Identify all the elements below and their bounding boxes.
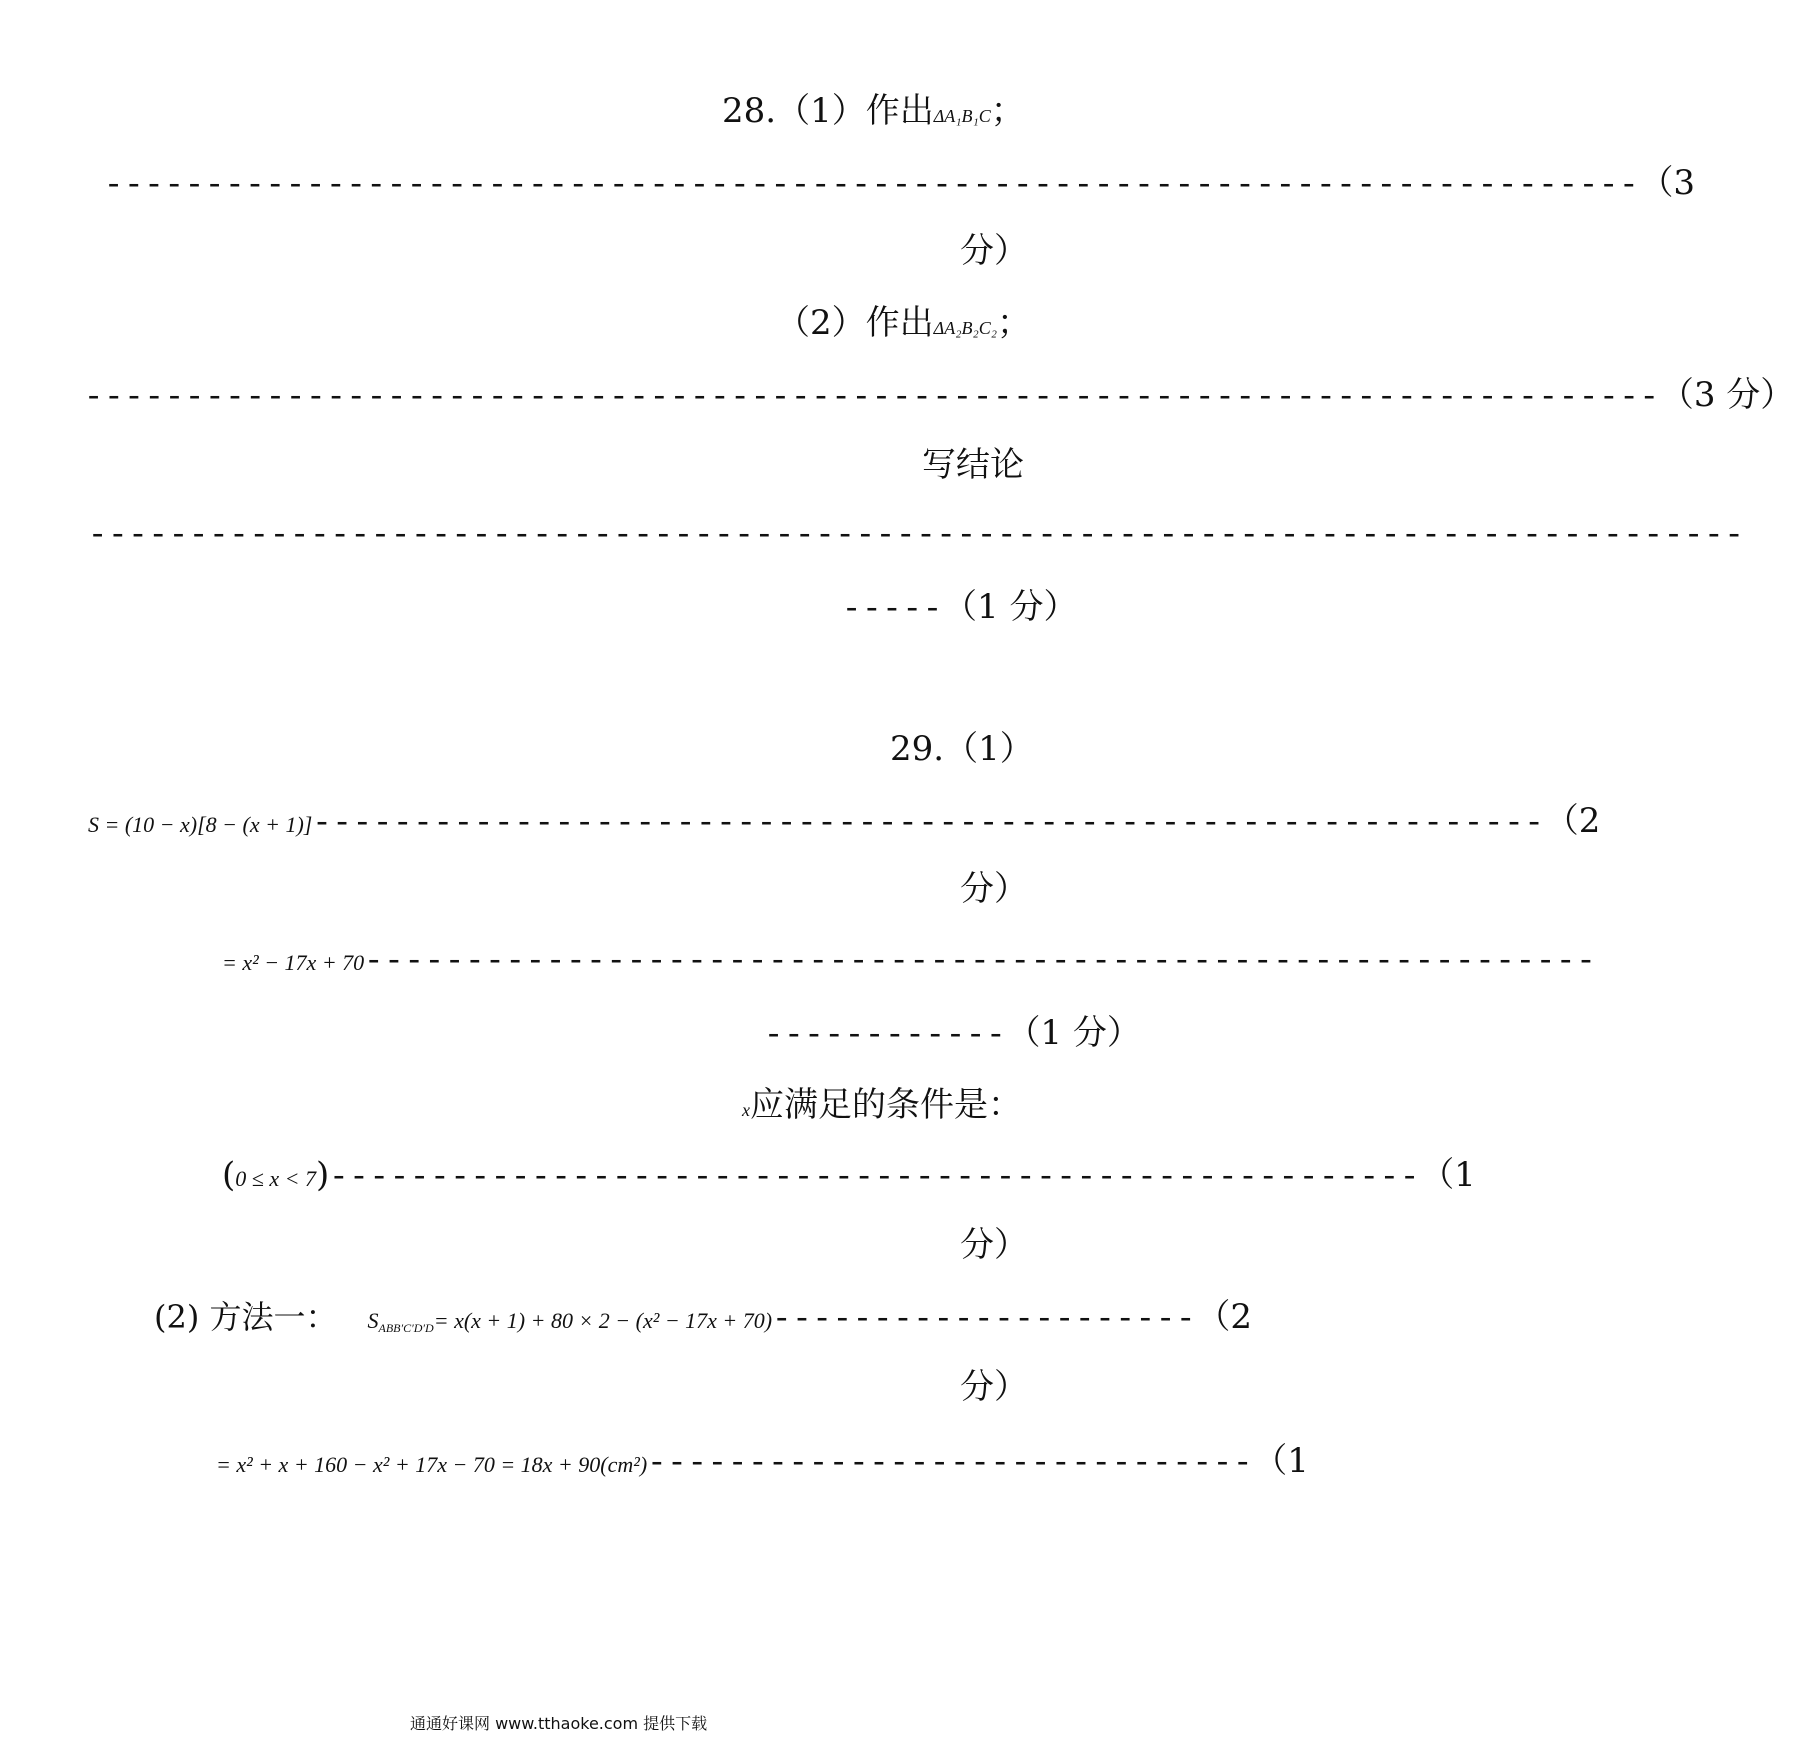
q28-part2-prefix: （2）作出 bbox=[776, 303, 934, 343]
paren-close: ) bbox=[315, 1155, 330, 1195]
q28-part2-line bbox=[776, 303, 1031, 343]
score-open: （2 bbox=[1544, 801, 1601, 841]
q29-condition-line bbox=[742, 1085, 1022, 1125]
q29-eq4: = x² + x + 160 − x² + 17x − 70 = 18x + 90(cm²) bbox=[216, 1452, 648, 1477]
q29-eq1: S = (10 − x)[8 − (x + 1)] bbox=[88, 812, 313, 837]
score-open: （1 bbox=[1253, 1441, 1309, 1481]
q29-method-line bbox=[154, 1297, 1253, 1338]
score: （3 分） bbox=[1659, 375, 1794, 415]
q28-score-1: 分） bbox=[960, 231, 1028, 271]
dash-leader: ------------------------------------------------------ bbox=[329, 1159, 1421, 1196]
q29-score-a: 分） bbox=[960, 869, 1028, 909]
dash-leader: ------------------------------ bbox=[647, 1445, 1254, 1482]
q29-eq3-sub: ABB′C′D′D bbox=[378, 1321, 434, 1336]
q28-dash-line-2 bbox=[84, 375, 1794, 416]
q28-part1-prefix: 28.（1）作出 bbox=[722, 91, 934, 131]
q28-dash-line-1 bbox=[104, 163, 1696, 204]
q29-eq2: = x² − 17x + 70 bbox=[222, 950, 365, 975]
dash-leader: ------------------------------------------------------------------------------ bbox=[84, 379, 1660, 416]
dash-leader: ---------------------------------------------------------------------------------- bbox=[88, 517, 1745, 554]
q28-part1-suffix: ； bbox=[990, 91, 1025, 131]
score-open: （2 bbox=[1196, 1297, 1253, 1337]
q28-part1-math: ΔA₁B₁C bbox=[933, 106, 991, 126]
q29-cond-var: x bbox=[742, 1100, 750, 1120]
q29-score-d: 分） bbox=[960, 1367, 1028, 1407]
q28-score-3-line bbox=[842, 587, 1078, 628]
q29-method-label: (2) 方法一： bbox=[154, 1298, 338, 1336]
q29-cond-math: 0 ≤ x < 7 bbox=[235, 1166, 316, 1191]
q28-conclusion: 写结论 bbox=[922, 445, 1024, 485]
dash-leader: ------------------------------------------------------------- bbox=[364, 943, 1597, 980]
q29-eq1-line bbox=[88, 801, 1601, 842]
page-footer: 通通好课网 www.tthaoke.com 提供下载 bbox=[410, 1714, 708, 1733]
q29-eq3-s: S bbox=[367, 1308, 379, 1333]
q29-eq4-line bbox=[216, 1441, 1309, 1482]
q28-part2-suffix: ； bbox=[996, 303, 1031, 343]
dash-leader: ---------------------------------------------------------------------------- bbox=[104, 167, 1640, 204]
q28-part1-line bbox=[722, 91, 1025, 131]
q29-cond-text: 应满足的条件是： bbox=[750, 1085, 1022, 1125]
paren-open: ( bbox=[222, 1155, 236, 1195]
q29-score-c: 分） bbox=[960, 1225, 1028, 1265]
q29-range-line bbox=[222, 1155, 1476, 1196]
q28-dash-line-3 bbox=[88, 517, 1745, 554]
dash-leader: ------------------------------------------------------------- bbox=[312, 805, 1545, 842]
q29-score-b-line bbox=[764, 1013, 1141, 1054]
score-open: （1 bbox=[1420, 1155, 1476, 1195]
q29-header: 29.（1） bbox=[890, 729, 1034, 769]
q29-eq3-rest: = x(x + 1) + 80 × 2 − (x² − 17x + 70) bbox=[433, 1308, 773, 1333]
score-open: （3 bbox=[1639, 163, 1696, 203]
q29-eq2-line bbox=[222, 943, 1597, 980]
dash-leader: --------------------- bbox=[772, 1301, 1197, 1338]
score: （1 分） bbox=[943, 587, 1078, 627]
q28-part2-math: ΔA₂B₂C₂ bbox=[933, 318, 997, 338]
dash-leader: ----- bbox=[842, 591, 944, 628]
score: （1 分） bbox=[1006, 1013, 1141, 1053]
dash-leader: ------------ bbox=[764, 1017, 1007, 1054]
